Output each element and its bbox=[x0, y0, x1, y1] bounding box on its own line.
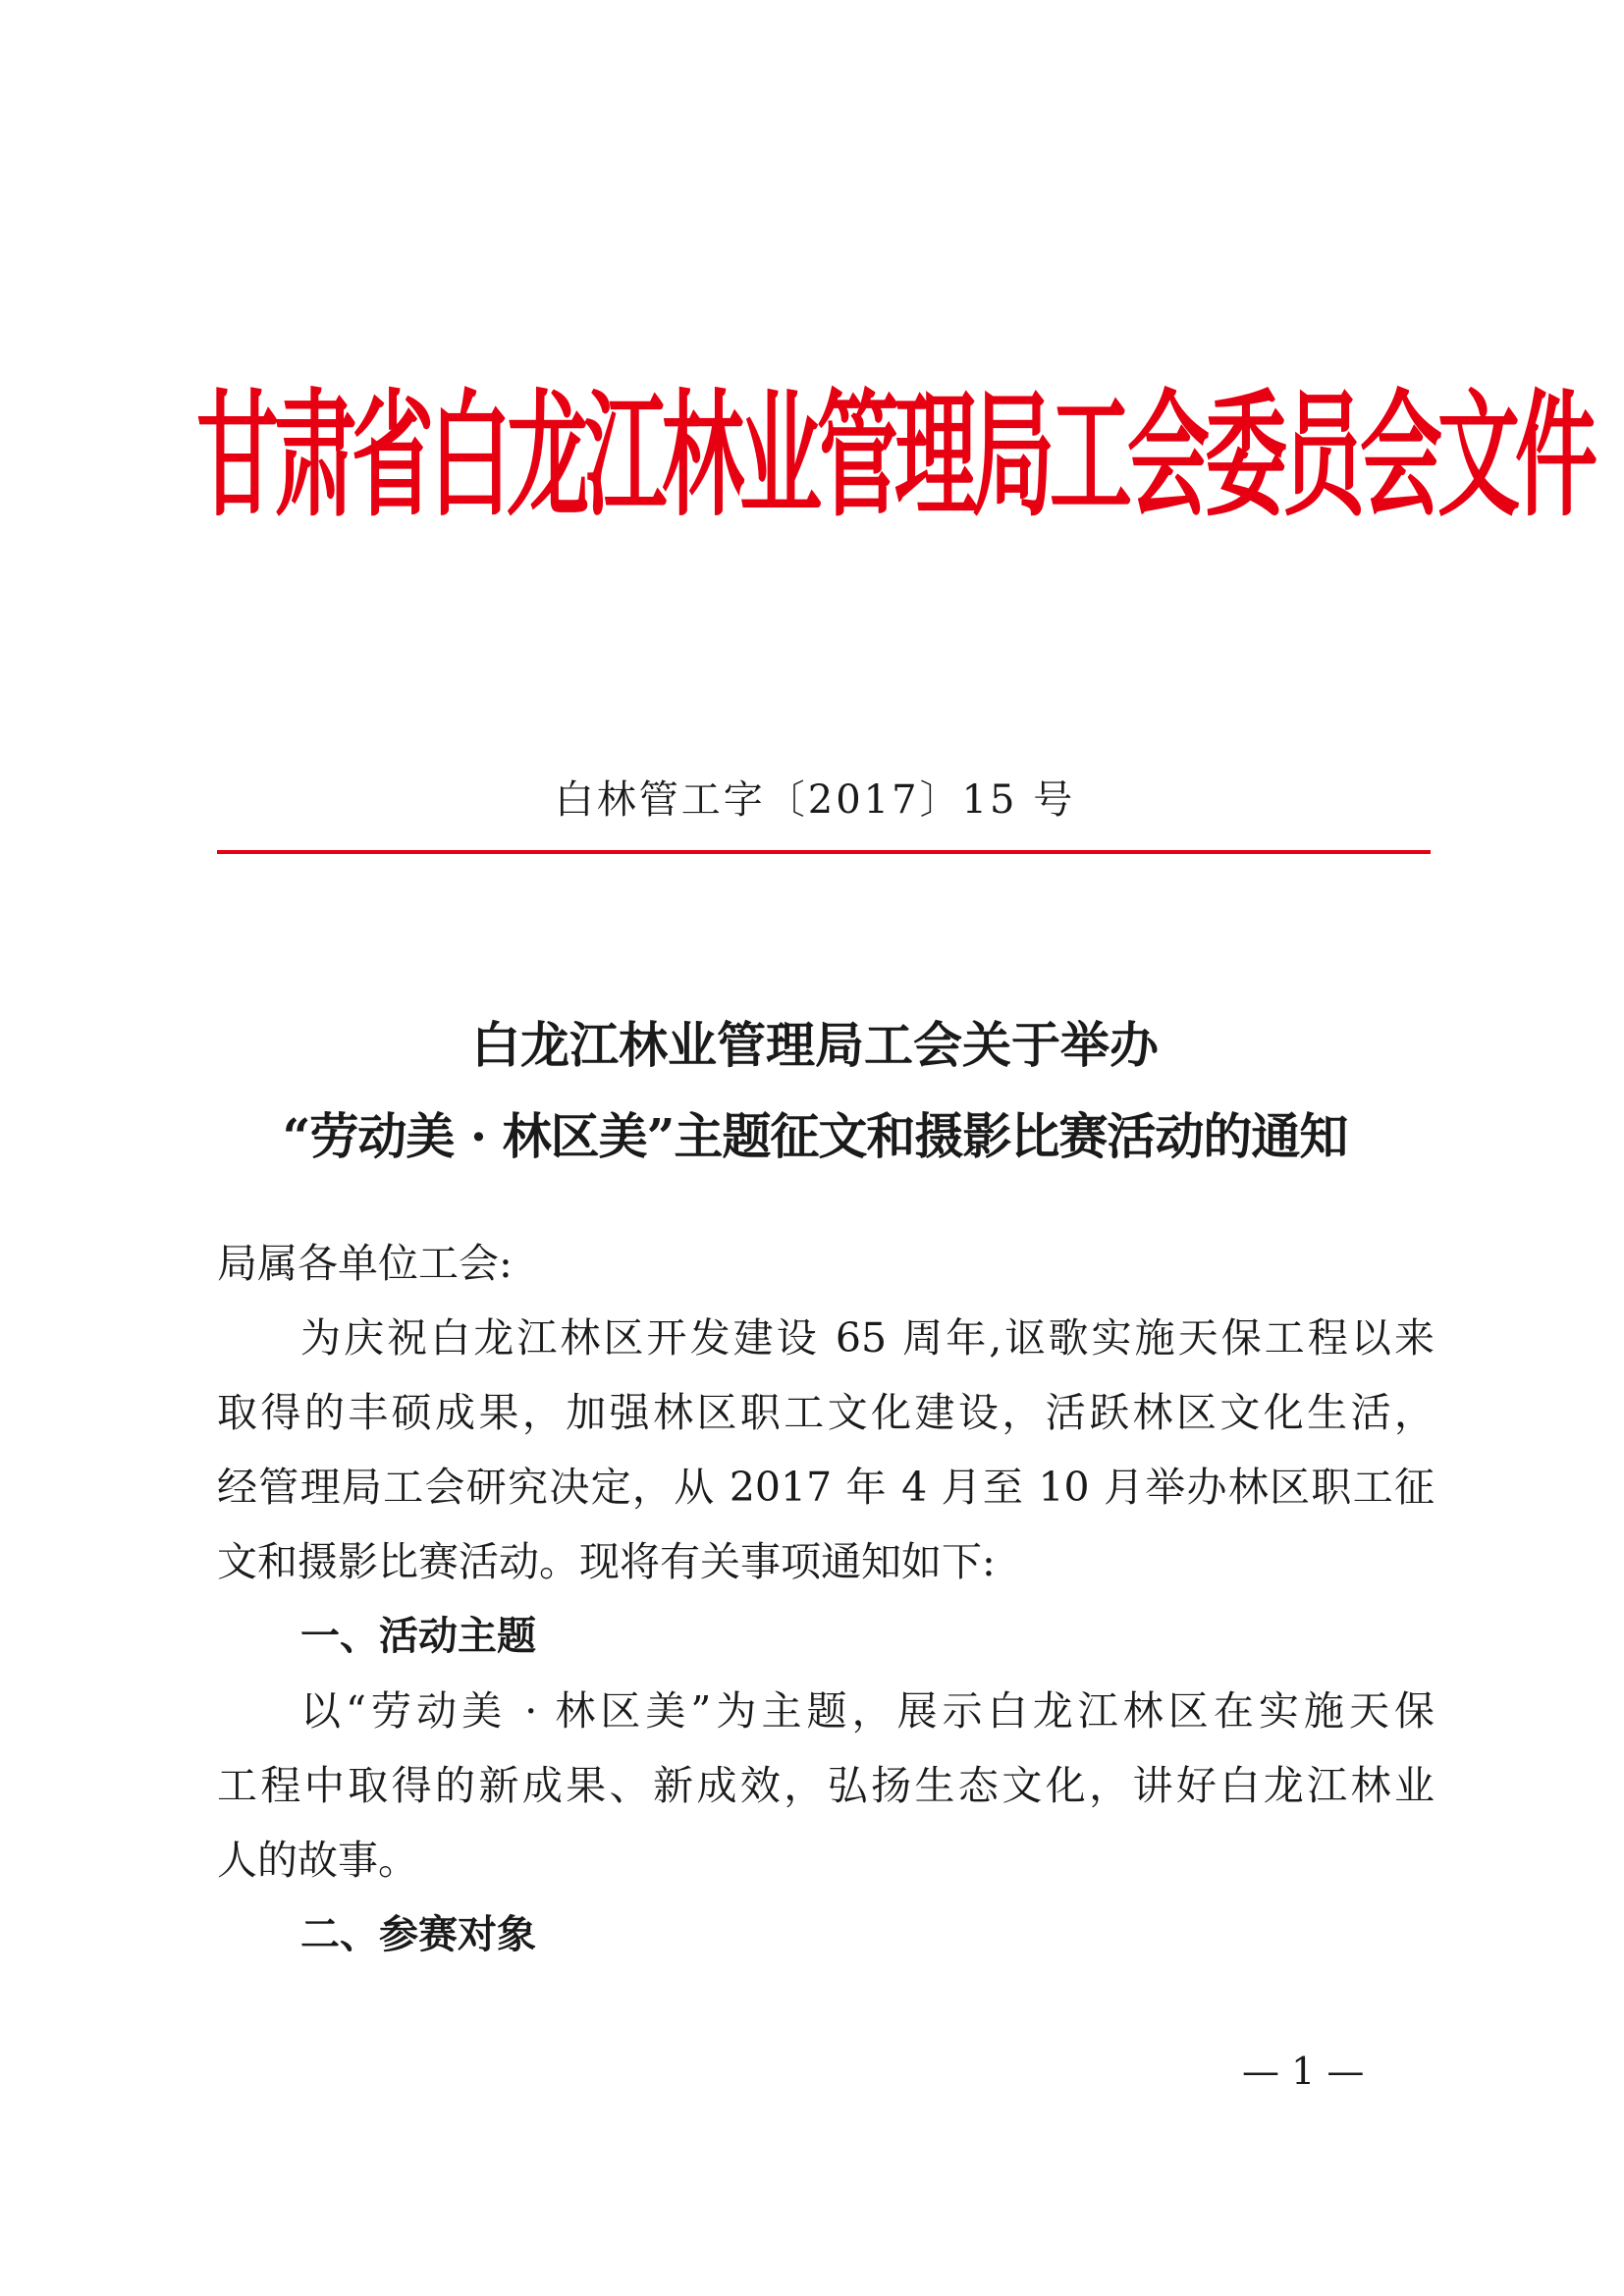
red-divider-line bbox=[217, 850, 1431, 854]
salutation: 局属各单位工会: bbox=[217, 1240, 513, 1287]
notice-title-line-1: 白龙江林业管理局工会关于举办 bbox=[471, 1016, 1159, 1074]
paragraph-1-line-3: 经管理局工会研究决定，从 2017 年 4 月至 10 月举办林区职工征 bbox=[217, 1464, 1435, 1511]
section-1-heading: 一、活动主题 bbox=[300, 1614, 536, 1659]
document-number: 白林管工字〔2017〕15 号 bbox=[554, 777, 1076, 823]
paragraph-1-line-4: 文和摄影比赛活动。现将有关事项通知如下: bbox=[217, 1538, 996, 1585]
paragraph-1-line-2: 取得的丰硕成果，加强林区职工文化建设，活跃林区文化生活， bbox=[217, 1389, 1435, 1436]
paragraph-2-line-3: 人的故事。 bbox=[217, 1837, 418, 1884]
paragraph-2-line-2: 工程中取得的新成果、新成效，弘扬生态文化，讲好白龙江林业 bbox=[217, 1762, 1435, 1809]
paragraph-2-line-1: 以“劳动美 · 林区美”为主题，展示白龙江林区在实施天保 bbox=[300, 1687, 1435, 1735]
document-header-title: 甘肃省白龙江林业管理局工会委员会文件 bbox=[196, 376, 1594, 536]
section-2-heading: 二、参赛对象 bbox=[300, 1912, 536, 1957]
page-number: — 1 — bbox=[1242, 2050, 1365, 2093]
notice-title-line-2: “劳动美 · 林区美”主题征文和摄影比赛活动的通知 bbox=[282, 1107, 1348, 1165]
paragraph-1-line-1: 为庆祝白龙江林区开发建设 65 周年,讴歌实施天保工程以来 bbox=[300, 1314, 1435, 1362]
